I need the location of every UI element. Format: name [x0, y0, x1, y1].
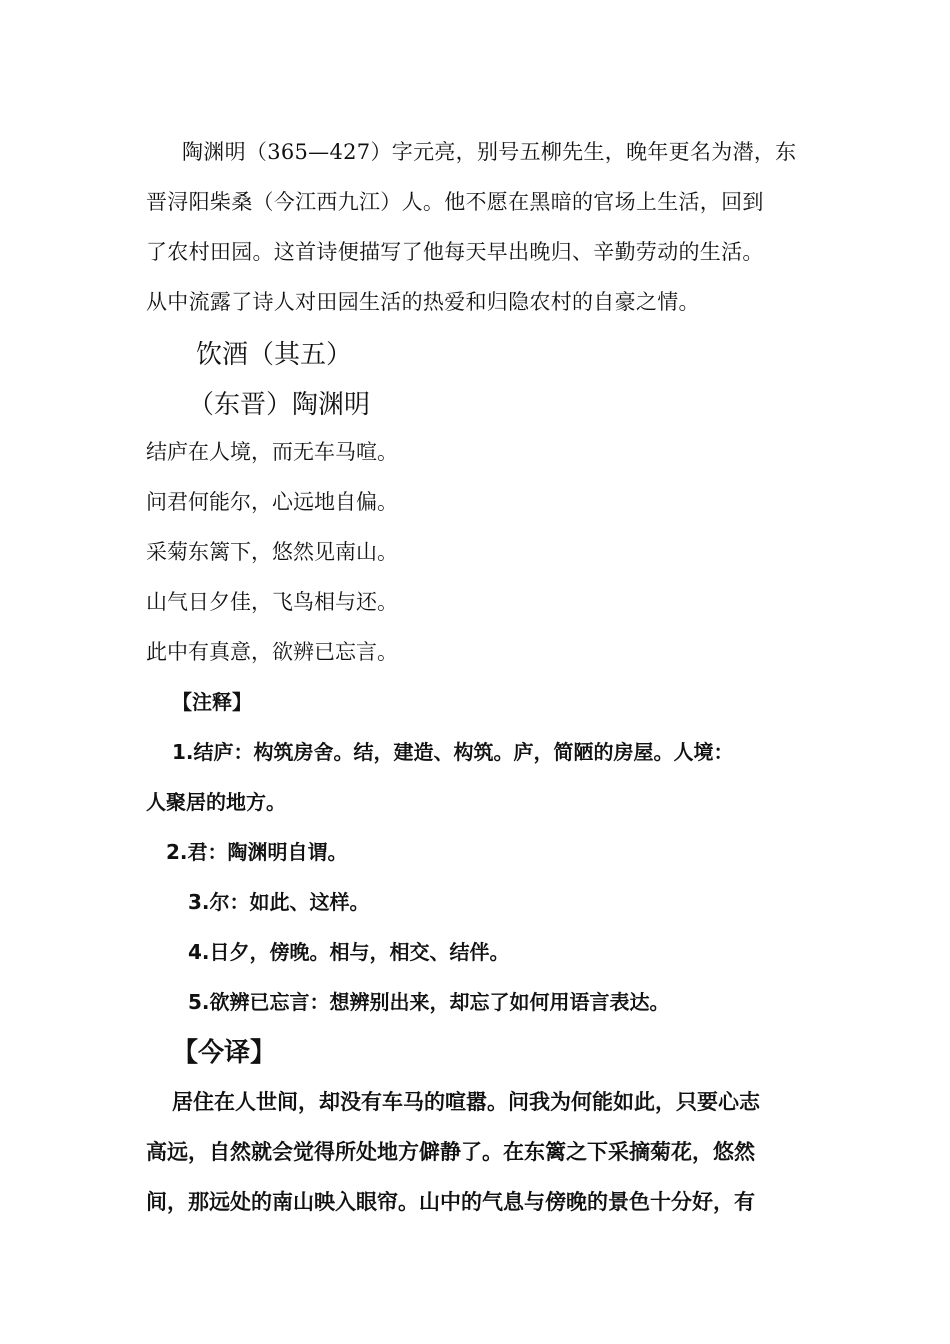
poem-author: （东晋）陶渊明: [188, 390, 371, 420]
intro-line-3: 了农村田园。这首诗便描写了他每天早出晚归、辛勤劳动的生活。: [146, 240, 764, 264]
translation-line-1: 居住在人世间，却没有车马的喧嚣。问我为何能如此，只要心志: [172, 1090, 760, 1114]
poem-title: 饮酒（其五）: [196, 340, 353, 370]
intro-line-2: 晋浔阳柴桑（今江西九江）人。他不愿在黑暗的官场上生活，回到: [146, 190, 764, 214]
intro-line-1: 陶渊明（365—427）字元亮，别号五柳先生，晚年更名为潜，东: [182, 140, 797, 164]
note-item-4: 4.日夕，傍晚。相与，相交、结伴。: [188, 940, 510, 964]
translation-line-3: 间，那远处的南山映入眼帘。山中的气息与傍晚的景色十分好，有: [146, 1190, 755, 1214]
note-item-5: 5.欲辨已忘言：想辨别出来，却忘了如何用语言表达。: [188, 990, 670, 1014]
poem-line-2: 问君何能尔，心远地自偏。: [146, 490, 398, 514]
note-item-1-continued: 人聚居的地方。: [146, 790, 286, 814]
translation-heading: 【今译】: [172, 1038, 277, 1068]
notes-heading: 【注释】: [172, 690, 252, 714]
note-item-1: 1.结庐：构筑房舍。结，建造、构筑。庐，简陋的房屋。人境：: [172, 740, 734, 764]
note-item-2: 2.君：陶渊明自谓。: [166, 840, 348, 864]
note-item-3: 3.尔：如此、这样。: [188, 890, 370, 914]
intro-line-4: 从中流露了诗人对田园生活的热爱和归隐农村的自豪之情。: [146, 290, 700, 314]
poem-line-3: 采菊东篱下，悠然见南山。: [146, 540, 398, 564]
poem-line-5: 此中有真意，欲辨已忘言。: [146, 640, 398, 664]
poem-line-1: 结庐在人境，而无车马喧。: [146, 440, 398, 464]
poem-line-4: 山气日夕佳，飞鸟相与还。: [146, 590, 398, 614]
translation-line-2: 高远，自然就会觉得所处地方僻静了。在东篱之下采摘菊花，悠然: [146, 1140, 755, 1164]
